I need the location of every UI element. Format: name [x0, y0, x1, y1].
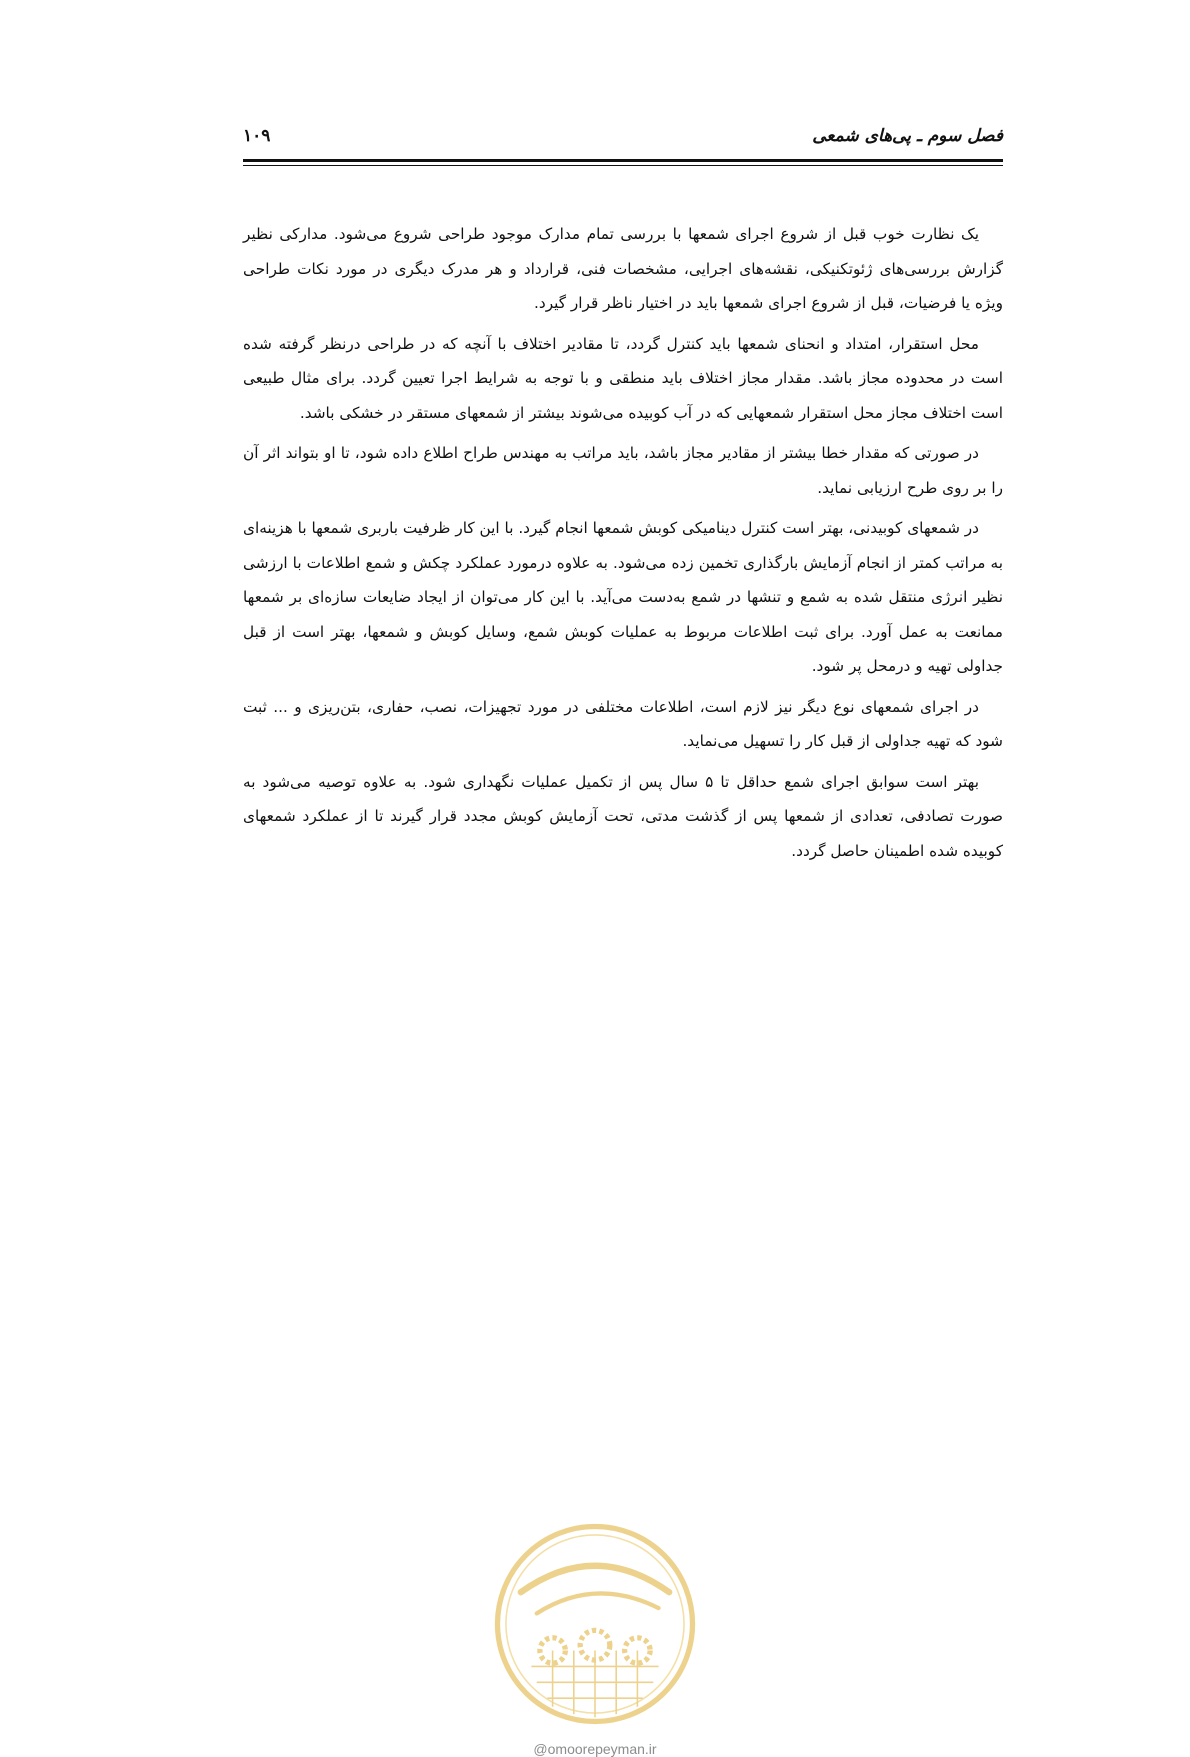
- page-number: ۱۰۹: [243, 126, 271, 146]
- paragraph: در اجرای شمعهای نوع دیگر نیز لازم است، اطلاعات مختلفی در مورد تجهیزات، نصب، حفاری، بتن‌ریزی و ... ثبت شود که تهیه جداولی از قبل کار را تسهیل می‌نماید.: [243, 697, 1003, 750]
- paragraph: یک نظارت خوب قبل از شروع اجرای شمعها با بررسی تمام مدارک موجود طراحی شروع می‌شود. مدارکی نظیر گزارش بررسی‌های ژئوتکنیکی، نقشه‌های اجرایی، مشخصات فنی، قرارداد و هر مدرک دیگری در مورد نکات طراحی ویژه یا فرضیات، قبل از شروع اجرای شمعها باید در اختیار ناظر قرار گیرد.: [243, 225, 1003, 312]
- paragraph: بهتر است سوابق اجرای شمع حداقل تا ۵ سال پس از تکمیل عملیات نگهداری شود. به علاوه توصیه می‌شود به صورت تصادفی، تعدادی از شمعها پس از گذشت مدتی، تحت آزمایش کوبش مجدد قرار گیرند تا از عملکرد شمعهای کوبیده شده اطمینان حاصل گردد.: [243, 772, 1003, 860]
- header-rule-thick: [243, 159, 1003, 162]
- paragraph: در شمعهای کوبیدنی، بهتر است کنترل دینامیکی کوبش شمعها انجام گیرد. با این کار ظرفیت باربری شمعها با هزینه‌ای به مراتب کمتر از انجام آزمایش بارگذاری تخمین زده می‌شود. به علاوه درمورد عملکرد چکش و شمع اطلاعات با ارزشی نظیر انرژی منتقل شده به شمع و تنشها در شمع به‌دست می‌آید. با این کار می‌توان از ایجاد ضایعات سازه‌ای بر شمعها ممانعت به عمل آورد. برای ثبت اطلاعات مربوط به عملیات کوبش شمع، وسایل کوبش و شمعها، بهتر است از قبل جداولی تهیه و درمحل پر شود.: [243, 519, 1003, 675]
- watermark-logo-icon: [489, 1518, 701, 1730]
- paragraph: در صورتی که مقدار خطا بیشتر از مقادیر مجاز باشد، باید مراتب به مهندس طراح اطلاع داده شود، تا او بتواند اثر آن را بر روی طرح ارزیابی نماید.: [243, 444, 1003, 497]
- page-header: [243, 120, 1003, 154]
- paragraph: محل استقرار، امتداد و انحنای شمعها باید کنترل گردد، تا مقادیر اختلاف با آنچه که در طراحی درنظر گرفته شده است در محدوده مجاز باشد. مقدار مجاز اختلاف باید منطقی و با توجه به شرایط اجرا تعیین گردد. برای مثال طبیعی است اختلاف مجاز محل استقرار شمعهایی که در آب کوبیده می‌شوند بیشتر از شمعهای مستقر در خشکی باشد.: [243, 334, 1003, 422]
- chapter-title: فصل سوم ـ پی‌های شمعی: [812, 126, 1003, 146]
- header-rule-thin: [243, 165, 1003, 166]
- watermark-site: @omoorepeyman.ir: [533, 1741, 657, 1757]
- body-text: [243, 217, 1003, 874]
